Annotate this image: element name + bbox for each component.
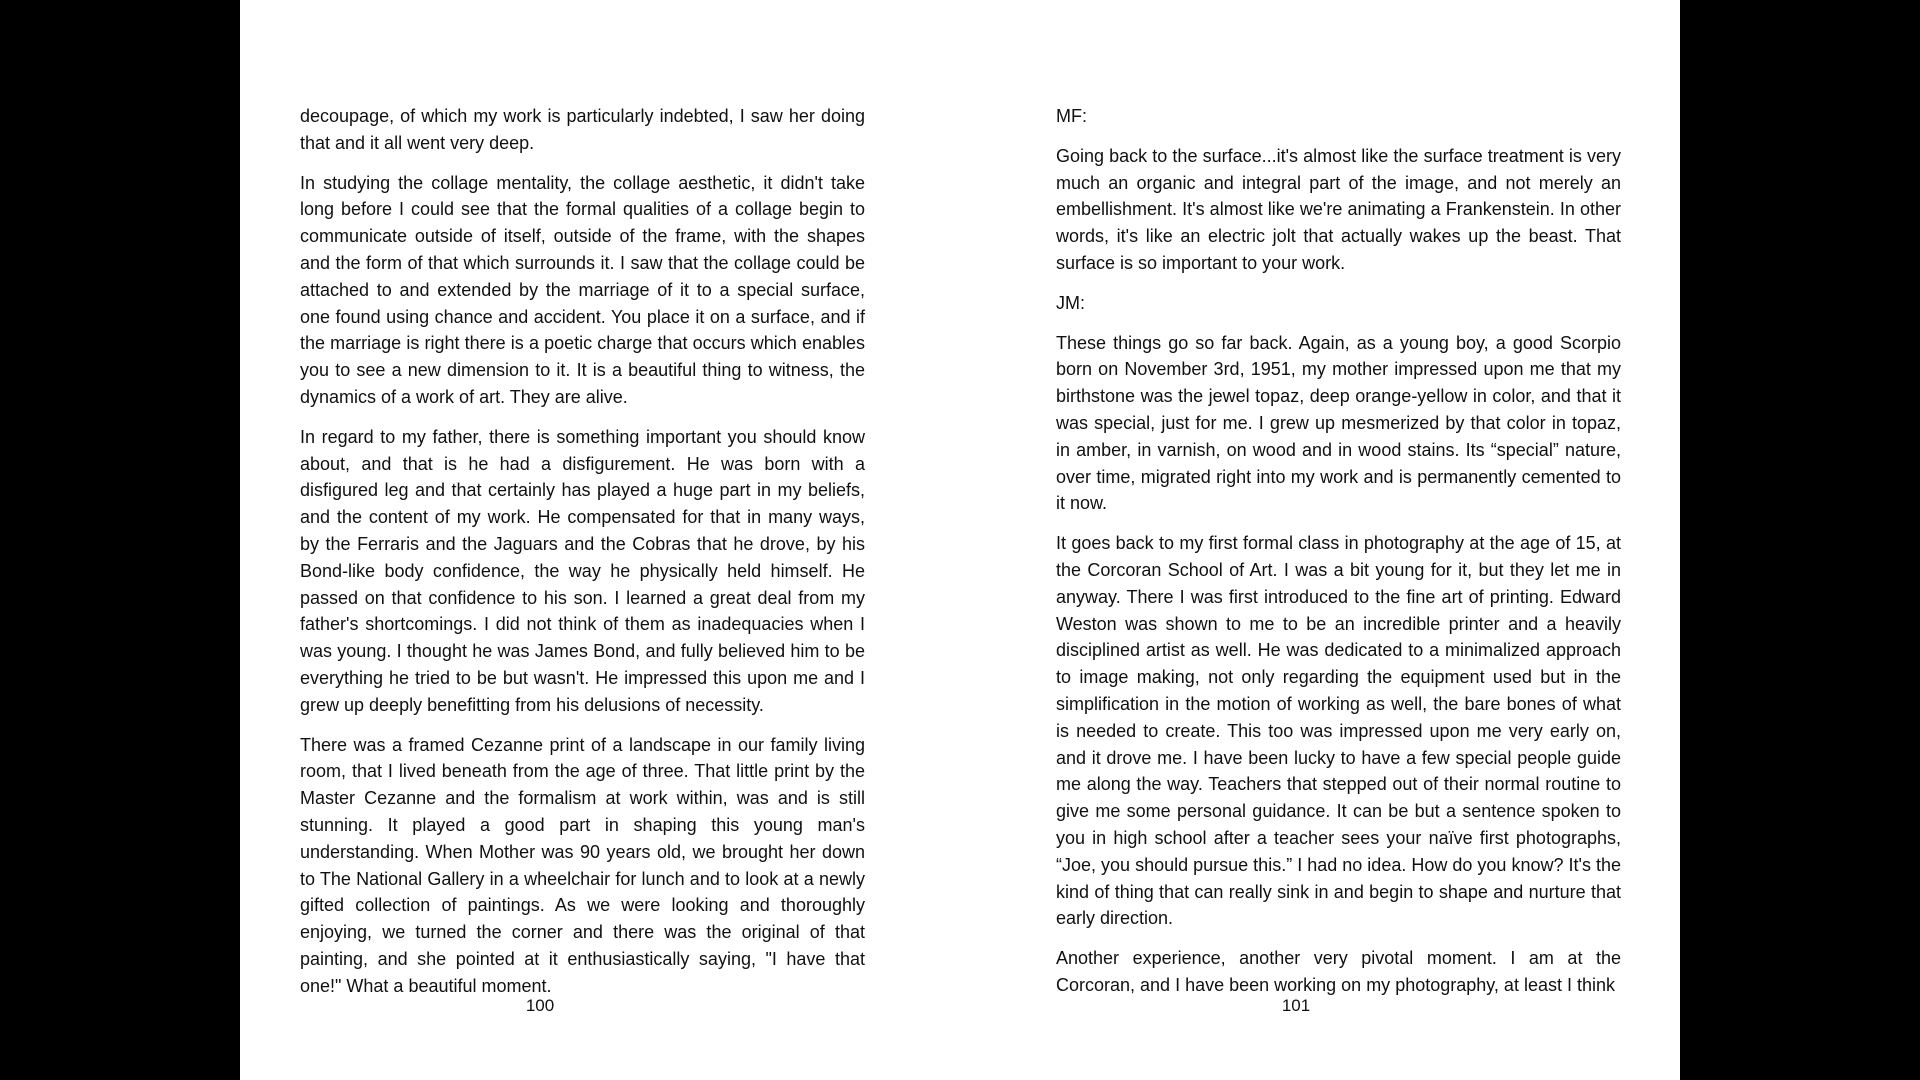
paragraph: Going back to the surface...it's almost like the surface treatment is very much an organic and integral part of the image, and not merely an embellishment. It's almost like we're animating a Frankenstein. In other words, it's like an electric jolt that actually wakes up the beast. That surface is so important to your work.: [1056, 145, 1621, 273]
paragraph: Another experience, another very pivotal moment. I am at the Corcoran, and I have been working on my photography, at least I think: [1056, 948, 1621, 995]
page-number-text: 101: [1281, 996, 1311, 1015]
speaker-label: MF:: [1056, 106, 1087, 126]
paragraph: These things go so far back. Again, as a young boy, a good Scorpio born on November 3rd, 1951, my mother impressed upon me that my birthstone was the jewel topaz, deep orange-yellow in color, and that it was special, just for me. I grew up mesmerized by that color in topaz, in amber, in varnish, on wood and in wood stains. Its “special” nature, over time, migrated right into my work and is permanently cemented to it now.: [1056, 332, 1621, 514]
book-spread[interactable]: [240, 0, 1680, 1080]
right-page: [1056, 103, 1621, 1023]
paragraph: decoupage, of which my work is particularly indebted, I saw her doing that and it all went very deep.: [300, 106, 865, 153]
paragraph: In regard to my father, there is something important you should know about, and that is he had a disfigurement. He was born with a disfigured leg and that certainly has played a huge part in my beliefs, and the content of my work. He compensated for that in many ways, by the Ferraris and the Jaguars and the Cobras that he drove, by his Bond-like body confidence, the way he physically held himself. He passed on that confidence to his son. I learned a great deal from my father's shortcomings. I did not think of them as inadequacies when I was young. I thought he was James Bond, and fully believed him to be everything he tried to be but wasn't. He impressed this upon me and I grew up deeply benefitting from his delusions of necessity.: [300, 426, 865, 715]
speaker-label: JM:: [1056, 292, 1085, 313]
left-page: [300, 103, 865, 1023]
paragraph: In studying the collage mentality, the collage aesthetic, it didn't take long before I could see that the formal qualities of a collage begin to communicate outside of itself, outside of the frame, with the shapes and the form of that which surrounds it. I saw that the collage could be attached to and extended by the marriage of it to a special surface, one found using chance and accident. You place it on a surface, and if the marriage is right there is a poetic charge that occurs which enables you to see a new dimension to it. It is a beautiful thing to witness, the dynamics of a work of art. They are alive.: [300, 172, 865, 407]
paragraph: It goes back to my first formal class in photography at the age of 15, at the Corcoran School of Art. I was a bit young for it, but they let me in anyway. There I was first introduced to the fine art of printing. Edward Weston was shown to me to be an incredible printer and a heavily disciplined artist as well. He was dedicated to a minimalized approach to image making, not only regarding the equipment used but in the simplification in the motion of working as well, the bare bones of what is needed to create. This too was impressed upon me very early on, and it drove me. I have been lucky to have a few special people guide me along the way. Teachers that stepped out of their normal routine to give me some personal guidance. It can be but a sentence spoken to you in high school after a teacher sees your naïve first photographs, “Joe, you should pursue this.” I had no idea. How do you know? It's the kind of thing that can really sink in and begin to shape and nurture that early direction.: [1056, 533, 1621, 929]
paragraph: There was a framed Cezanne print of a landscape in our family living room, that I lived beneath from the age of three. That little print by the Master Cezanne and the formalism at work within, was and is still stunning. It played a good part in shaping this young man's understanding. When Mother was 90 years old, we brought her down to The National Gallery in a wheelchair for lunch and to look at a newly gifted collection of paintings. As we were looking and thoroughly enjoying, we turned the corner and there was the original of that painting, and she pointed at it enthusiastically saying, "I have that one!" What a beautiful moment.: [300, 734, 865, 996]
page-number-text: 100: [525, 996, 555, 1015]
